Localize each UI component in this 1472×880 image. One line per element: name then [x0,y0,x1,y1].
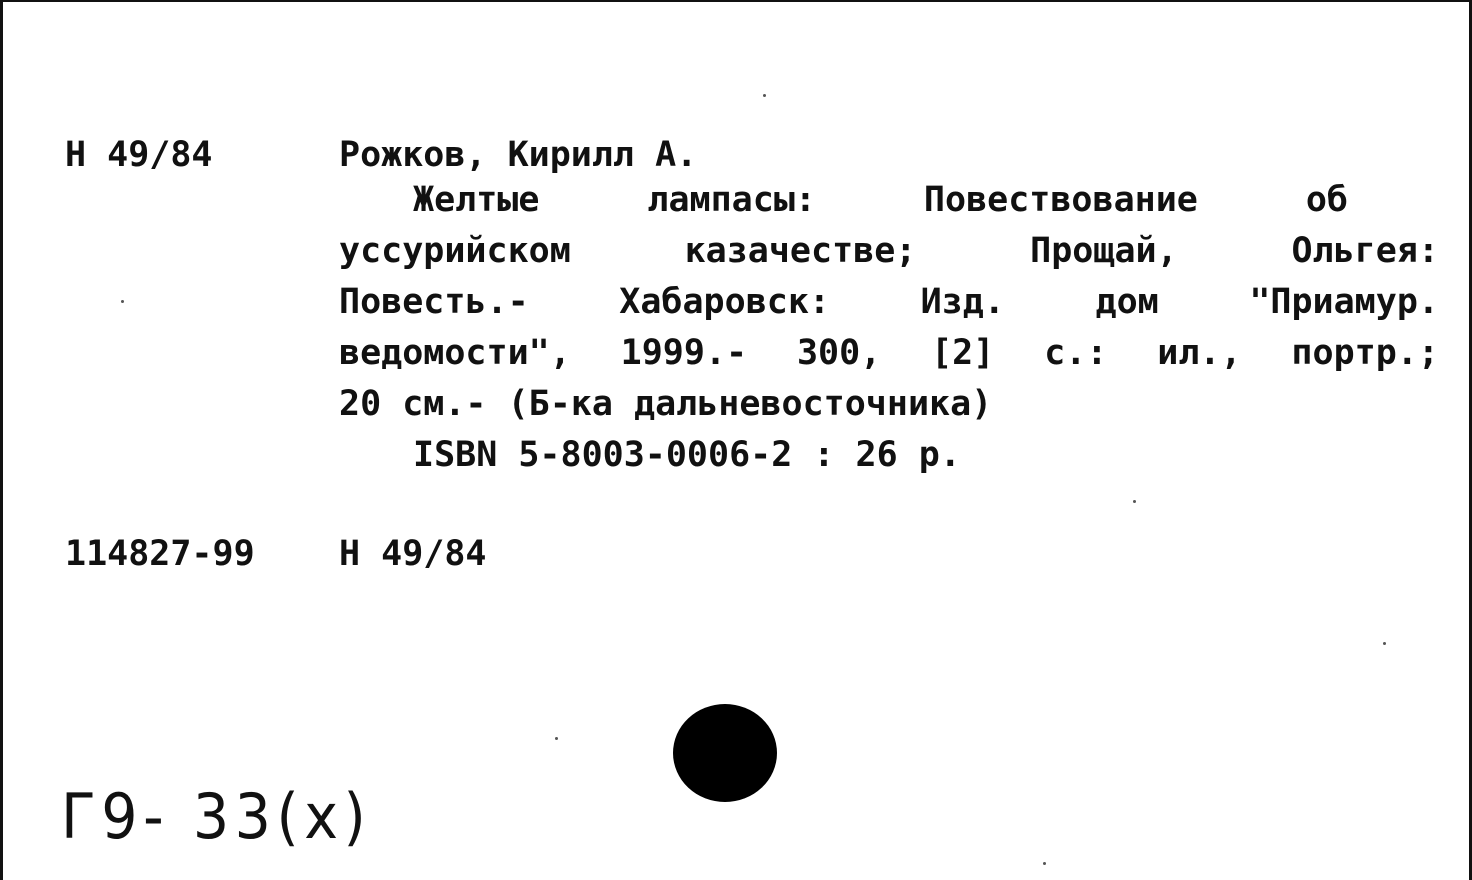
title-word: Повествование [923,180,1198,220]
imprint-word: Повесть.- [339,282,529,322]
imprint-word: Хабаровск: [619,282,830,322]
physical-description-line [339,328,1439,378]
series-line: 20 см.- (Б-ка дальневосточника) [339,384,993,424]
scan-speck [121,300,124,303]
call-number-repeat: Н 49/84 [339,534,487,574]
title-word: Прощай, [1030,231,1178,271]
title-word: уссурийском [339,231,571,271]
scan-speck [1043,862,1046,865]
title-word: казачестве; [684,231,917,271]
description-word: [2] [931,333,995,373]
imprint-word: Изд. [920,282,1005,322]
description-word: 300, [796,333,882,373]
accession-number: 114827-99 [65,534,255,574]
description-word: ил., [1157,333,1242,373]
author-heading: Рожков, Кирилл А. [339,135,698,175]
scan-speck [1133,500,1136,503]
title-word: Ольгея: [1291,231,1439,271]
title-line-2 [339,226,1439,276]
description-word: 1999.- [620,333,748,373]
scan-speck [555,737,558,740]
description-word: ведомости", [339,333,571,373]
call-number: Н 49/84 [65,135,213,175]
handwritten-note: Г9- 33(х) [61,780,372,853]
isbn-line: ISBN 5-8003-0006-2 : 26 р. [413,435,961,475]
description-word: портр.; [1291,333,1439,373]
imprint-line [339,277,1439,327]
description-word: с.: [1044,333,1108,373]
title-word: об [1305,180,1348,220]
scan-speck [1383,642,1386,645]
title-word: лампасы: [647,180,816,220]
imprint-word: "Приамур. [1249,282,1439,322]
imprint-word: дом [1095,282,1159,322]
title-word: Желтые [413,180,540,220]
punch-hole [673,704,777,802]
scan-speck [763,94,766,97]
title-line-1 [413,175,1348,225]
